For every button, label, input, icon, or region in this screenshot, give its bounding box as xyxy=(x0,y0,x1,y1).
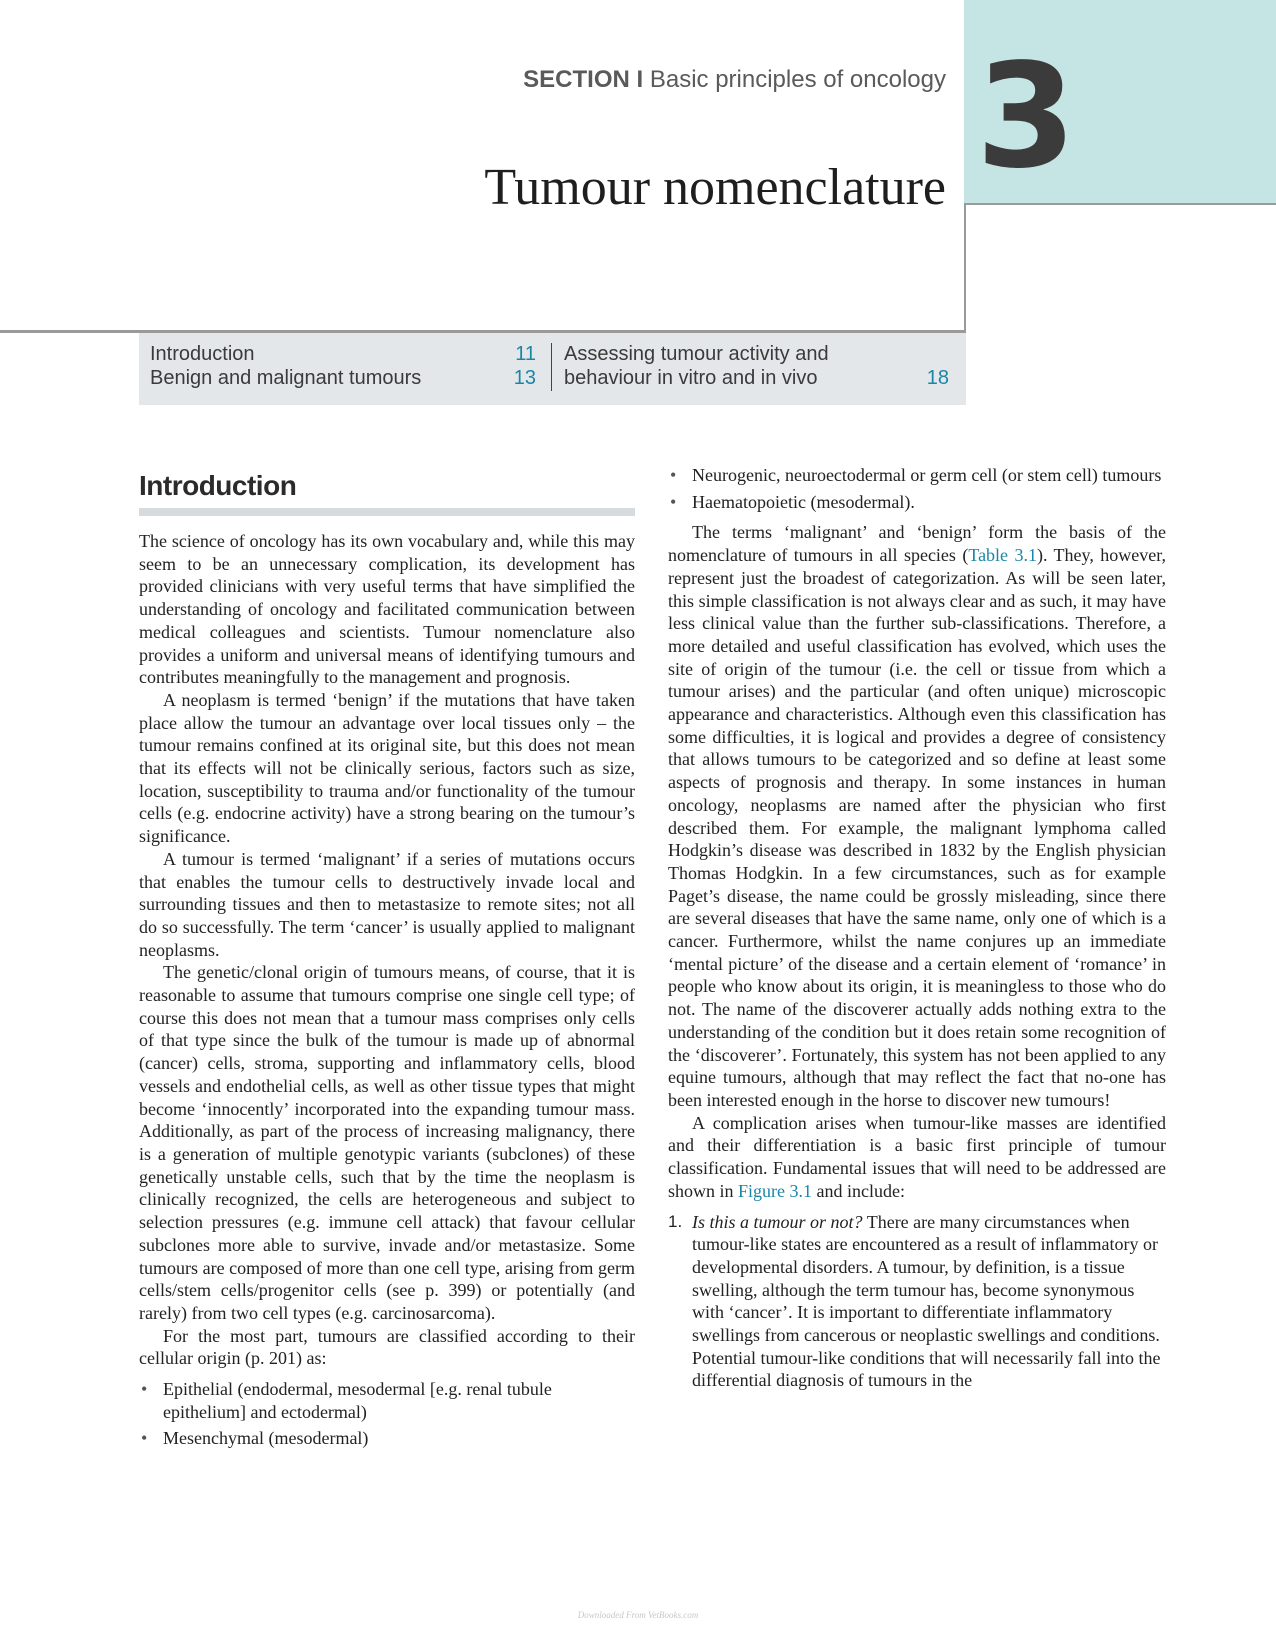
toc-item-page[interactable]: 13 xyxy=(513,367,536,389)
footer-watermark: Downloaded From VetBooks.com xyxy=(577,1610,699,1620)
toc-divider xyxy=(551,343,552,391)
text-run: and include: xyxy=(812,1180,905,1201)
list-item xyxy=(668,1211,1166,1393)
paragraph xyxy=(668,1112,1166,1203)
paragraph: A tumour is termed ‘malignant’ if a series of mutations occurs that enables the tumour cells to destructively invade local and surrounding tissues and then to metastasize to remote sites; not all do so successfully. The term ‘cancer’ is usually applied to malignant neoplasms. xyxy=(139,848,635,960)
paragraph: A neoplasm is termed ‘benign’ if the mutations that have taken place allow the tumour an advantage over local tissues only – the tumour remains confined at its original site, but this does not mean that its effects will not be clinically serious, factors such as size, location, susceptibility to trauma and/or functionality of the tumour cells (e.g. endocrine activity) have a strong bearing on the tumour’s significance. xyxy=(139,689,635,847)
numbered-list xyxy=(668,1211,1166,1393)
list-item: • Haematopoietic (mesodermal). xyxy=(668,491,1166,514)
paragraph: The science of oncology has its own vocabulary and, while this may seem to be an unnecessary complication, its development has provided clinicians with very useful terms that have simplified the understanding of oncology and facilitated communication between medical colleagues and scientists. Tumour nomenclature also provides a uniform and universal means of identifying tumours and contributes meaningfully to the management and prognosis. xyxy=(139,531,635,688)
list-item: • Neurogenic, neuroectodermal or germ cell (or stem cell) tumours xyxy=(668,464,1166,487)
list-item: • Mesenchymal (mesodermal) xyxy=(139,1427,635,1450)
chapter-title: Tumour nomenclature xyxy=(484,159,946,216)
toc-item-label[interactable]: behaviour in vitro and in vivo xyxy=(564,367,818,389)
section-label: SECTION I xyxy=(523,66,644,93)
text-run: The terms ‘malignant’ and ‘benign’ form the basis of the nomenclature of tumours in all species ( xyxy=(668,522,1166,566)
section-name: Basic principles of oncology xyxy=(649,66,946,93)
list-item-text: There are many circumstances when tumour-like states are encountered as a result of inflammatory or developmental disorders. A tumour, by definition, is a tissue swelling, although the term tumour has, become synonymous with ‘cancer’. It is important to differentiate inflammatory swellings from cancerous or neoplastic swellings and conditions. Potential tumour-like conditions that will necessarily fall into the differential diagnosis of tumours in the xyxy=(692,1211,1161,1391)
chapter-number: 3 xyxy=(976,32,1073,200)
text-run: A complication arises when tumour-like masses are identified and their differentiation is a basic first principle of tumour classification. Fundamental issues that will need to be addressed are shown in xyxy=(668,1112,1166,1201)
chapter-contents xyxy=(139,333,966,405)
section-heading: Introduction xyxy=(139,470,297,501)
section-header xyxy=(523,66,946,94)
list-item-question: Is this a tumour or not? xyxy=(692,1211,863,1232)
chapter-box-frame xyxy=(964,203,1276,333)
right-column xyxy=(668,465,1166,1392)
list-item: • Epithelial (endodermal, mesodermal [e.g. renal tubule epithelium] and ectodermal) xyxy=(139,1378,635,1423)
toc-item-page[interactable]: 18 xyxy=(926,367,949,389)
text-run: ). They, however, represent just the broadest of categorization. As will be seen later, this simple classification is not always clear and as such, it may have less clinical value than the further sub-classifications. Therefore, a more detailed and useful classification has evolved, which uses the site of origin of the tumour (i.e. the cell or tissue from which a tumour arises) and the particular (and often unique) microscopic appearance and characteristics. Although even this classification has some difficulties, it is logical and provides a degree of consistency that allows tumours to be categorized and so define at least some aspects of prognosis and therapy. In some instances in human oncology, neoplasms are named after the physician who first described them. For example, the malignant lymphoma called Hodgkin’s disease was described in 1832 by the English physician Thomas Hodgkin. In a few circumstances, such as for example Paget’s disease, the name could be grossly misleading, since there are several diseases that have the same name, only one of which is a cancer. Furthermore, whilst the name conjures up an immediate ‘mental picture’ of the disease and a certain element of ‘romance’ in people who know about its origin, it is meaningless to those who do not. The name of the discoverer actually adds nothing extra to the understanding of the condition but it does retain some recognition of the ‘discoverer’. Fortunately, this system has not been applied to any equine tumours, although that may reflect the fact that no-one has been interested enough in the horse to discover new tumours! xyxy=(668,545,1166,1110)
list-number: 1. xyxy=(668,1211,683,1231)
bullet-list xyxy=(139,1378,635,1450)
toc-item-page[interactable]: 11 xyxy=(515,343,536,365)
toc-item-label[interactable]: Benign and malignant tumours xyxy=(150,367,422,389)
heading-rule xyxy=(139,508,635,516)
toc-item-label[interactable]: Introduction xyxy=(150,343,255,365)
table-reference-link[interactable]: Table 3.1 xyxy=(968,545,1037,566)
paragraph: For the most part, tumours are classified according to their cellular origin (p. 201) as: xyxy=(139,1325,635,1369)
paragraph xyxy=(668,521,1166,1111)
left-column xyxy=(139,470,635,1454)
toc-item-label[interactable]: Assessing tumour activity and xyxy=(564,343,829,365)
bullet-list xyxy=(668,464,1166,513)
paragraph: The genetic/clonal origin of tumours means, of course, that it is reasonable to assume that tumours comprise one single cell type; of course this does not mean that a tumour mass comprises only cells of that type since the bulk of the tumour is made up of abnormal (cancer) cells, stroma, supporting and inflammatory cells, blood vessels and endothelial cells, as well as other tissue types that might become ‘innocently’ incorporated into the expanding tumour mass. Additionally, as part of the process of increasing malignancy, there is a generation of multiple genotypic variants (subclones) of these genetically unstable cells, such that by the time the neoplasm is clinically recognized, the cells are heterogeneous and subject to selection pressures (e.g. immune cell attack) that favour cellular subclones more able to survive, invade and/or metastasize. Some tumours are composed of more than one cell type, arising from germ cells/stem cells/progenitor cells (see p. 399) or potentially (and rarely) from two cell types (e.g. carcinosarcoma). xyxy=(139,962,635,1323)
figure-reference-link[interactable]: Figure 3.1 xyxy=(738,1180,813,1201)
